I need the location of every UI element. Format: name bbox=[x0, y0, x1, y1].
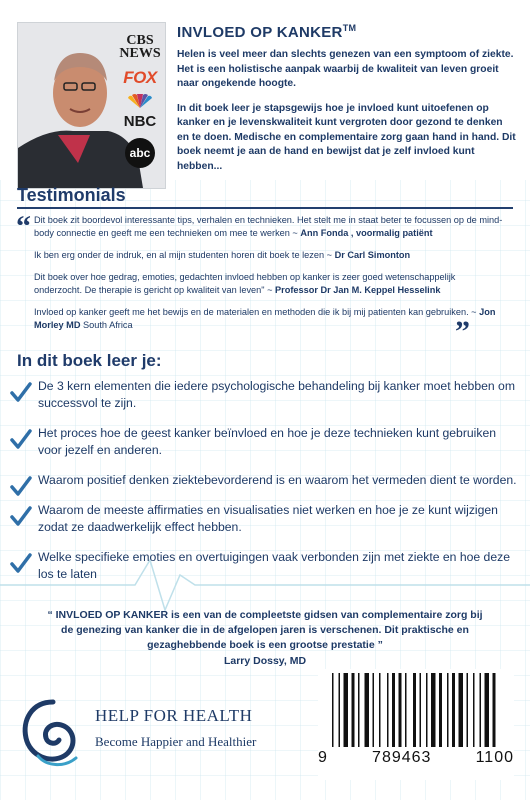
testimonial-text: Dit boek over hoe gedrag, emoties, gedachten invloed hebben op kanker is zeer goed wetenschappelijk onderzocht. De therapie is gericht op kwaliteit van leven" ~ bbox=[34, 272, 456, 295]
endorsement-quote bbox=[40, 608, 490, 669]
checkmark-icon bbox=[10, 475, 32, 497]
barcode-digits bbox=[318, 749, 514, 767]
barcode-bar bbox=[387, 673, 389, 747]
intro-paragraph: In dit boek leer je stapsgewijs hoe je invloed kunt uitoefenen op kanker en je levenskwaliteit kunt vergroten door gezond te denken en te doen. Medische en complementaire zorg gaan hand in hand. Dit boek neemt je aan de hand en bewijst dat je zelf invloed kunt hebben... bbox=[177, 102, 516, 172]
barcode-bar bbox=[399, 673, 402, 747]
quote-author: Larry Dossy, MD bbox=[223, 655, 307, 667]
intro-paragraph: Helen is veel meer dan slechts genezen van een symptoom of ziekte. Het is een holistische aanpak waarbij de kwaliteit van leven groeit naar ongekende hoogte. bbox=[177, 49, 514, 89]
barcode-bar bbox=[420, 673, 422, 747]
testimonial-text: Dit boek zit boordevol interessante tips, verhalen en technieken. Het stelt me in staat beter te focussen op de mind-body connectie en geeft me een technieken om mee te werken ~ bbox=[34, 215, 503, 238]
barcode-bar bbox=[431, 673, 436, 747]
barcode-bar bbox=[426, 673, 428, 747]
barcode-bar bbox=[365, 673, 370, 747]
nbc-logo bbox=[118, 94, 162, 130]
barcode-bar bbox=[344, 673, 349, 747]
testimonial bbox=[34, 306, 504, 332]
barcode-digit-group: 789463 bbox=[372, 749, 432, 766]
trademark-mark: TM bbox=[342, 23, 357, 33]
testimonial-text: Ik ben erg onder de indruk, en al mijn studenten horen dit boek te lezen ~ bbox=[34, 250, 335, 260]
learn-item-text: De 3 kern elementen die iedere psychologische behandeling bij kanker moet hebben om successvol te zijn. bbox=[38, 379, 515, 410]
open-quote-mark: “ bbox=[16, 210, 31, 243]
checkmark-icon bbox=[10, 505, 32, 527]
barcode-bar bbox=[452, 673, 455, 747]
barcode-bar bbox=[332, 673, 334, 747]
learn-item bbox=[10, 549, 520, 583]
learn-item-text: Waarom positief denken ziektebevorderend is en waarom het vermeden dient te worden. bbox=[38, 473, 517, 487]
barcode-bar bbox=[379, 673, 381, 747]
testimonial-text: Invloed op kanker geeft me het bewijs en de materialen en methoden die ik bij mij patienten kan gebruiken. ~ bbox=[34, 307, 480, 317]
isbn-barcode bbox=[318, 669, 514, 780]
publisher-logo bbox=[18, 696, 298, 768]
barcode-digit-group: 1100 bbox=[475, 749, 514, 766]
barcode-bar bbox=[352, 673, 355, 747]
peacock-icon bbox=[126, 94, 154, 108]
barcode-bar bbox=[447, 673, 449, 747]
barcode-bar bbox=[413, 673, 416, 747]
barcode-bar bbox=[339, 673, 341, 747]
intro-text bbox=[177, 48, 517, 184]
testimonial-author: Ann Fonda , voormalig patiënt bbox=[300, 228, 433, 238]
barcode-bar bbox=[439, 673, 442, 747]
learn-item-text: Welke specifieke emoties en overtuigingen vaak verbonden zijn met ziekte en hoe deze los te laten bbox=[38, 550, 510, 581]
testimonial bbox=[34, 249, 504, 262]
learn-item bbox=[10, 425, 520, 459]
checkmark-icon bbox=[10, 381, 32, 403]
testimonial-suffix: South Africa bbox=[80, 320, 133, 330]
testimonial-list bbox=[34, 214, 504, 341]
barcode-bar bbox=[467, 673, 469, 747]
checkmark-icon bbox=[10, 428, 32, 450]
testimonial bbox=[34, 271, 504, 297]
cbs-news-logo: CBS NEWS bbox=[119, 33, 161, 61]
book-title bbox=[177, 23, 356, 41]
spiral-logo-icon bbox=[18, 696, 88, 768]
barcode-digit-group: 9 bbox=[318, 749, 328, 766]
barcode-bar bbox=[392, 673, 395, 747]
learn-item bbox=[10, 378, 520, 412]
learn-item-text: Het proces hoe de geest kanker beïnvloed en hoe je deze technieken kunt gebruiken voor jezelf en anderen. bbox=[38, 426, 497, 457]
barcode-bars bbox=[318, 669, 514, 749]
checkmark-icon bbox=[10, 552, 32, 574]
barcode-bar bbox=[373, 673, 375, 747]
barcode-bar bbox=[485, 673, 490, 747]
learn-item-text: Waarom de meeste affirmaties en visualisaties niet werken en hoe je ze kunt wijzigen zodat ze daadwerkelijk effect hebben. bbox=[38, 503, 498, 534]
learn-item bbox=[10, 502, 520, 536]
testimonial bbox=[34, 214, 504, 240]
testimonials-heading: Testimonials bbox=[17, 185, 126, 205]
nbc-wordmark: NBC bbox=[123, 113, 157, 130]
abc-logo: abc bbox=[125, 138, 155, 168]
media-logos bbox=[118, 34, 162, 168]
testimonial-author: Professor Dr Jan M. Keppel Hesselink bbox=[275, 285, 441, 295]
testimonial-author: Dr Carl Simonton bbox=[334, 250, 411, 260]
barcode-bar bbox=[405, 673, 407, 747]
barcode-bar bbox=[493, 673, 496, 747]
fox-logo: FOX bbox=[123, 68, 157, 87]
learn-item bbox=[10, 472, 520, 489]
quote-text: “ INVLOED OP KANKER is een van de compleetste gidsen van complementaire zorg bij de genezing van kanker die in de afgelopen jaren is verschenen. Dit praktische en gezaghebbende boek is een grootse prestatie ” bbox=[47, 609, 483, 651]
publisher-name: HELP FOR HEALTH bbox=[95, 706, 253, 725]
testimonials-divider bbox=[17, 207, 513, 209]
testimonial-author: Jon Morley MD bbox=[34, 307, 496, 330]
barcode-bar bbox=[358, 673, 360, 747]
barcode-bar bbox=[473, 673, 475, 747]
publisher-tagline: Become Happier and Healthier bbox=[95, 734, 257, 749]
title-text: INVLOED OP KANKER bbox=[177, 24, 343, 41]
learn-heading: In dit boek leer je: bbox=[17, 351, 162, 370]
close-quote-mark: ” bbox=[455, 315, 470, 348]
learn-list bbox=[10, 378, 520, 596]
barcode-bar bbox=[459, 673, 464, 747]
barcode-bar bbox=[480, 673, 482, 747]
